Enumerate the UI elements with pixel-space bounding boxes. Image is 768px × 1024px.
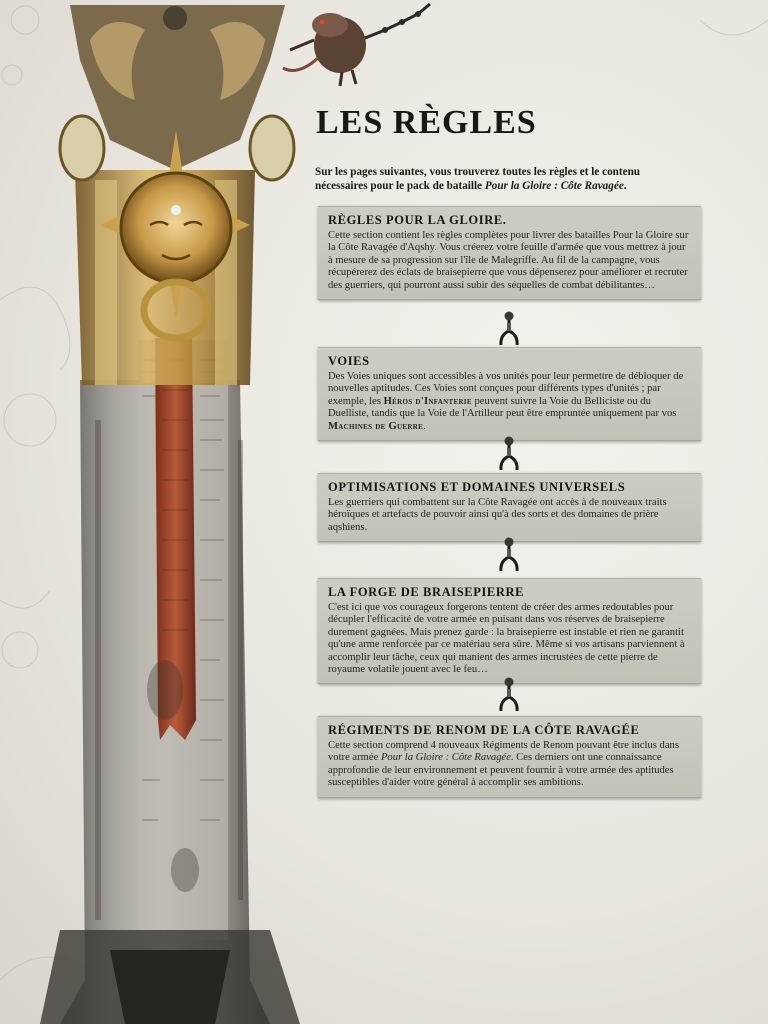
keyword: Machines de Guerre: [328, 420, 424, 432]
body-part: peuvent suivre la Voie du Belliciste ou du Duelliste, tandis que la Voie de l'Artilleur peut être empruntée uniquement par vos: [328, 395, 677, 420]
section-heading: RÈGLES POUR LA GLOIRE.: [328, 213, 507, 227]
section-body: [328, 371, 691, 433]
body-italic: Pour la Gloire : Côte Ravagée: [380, 752, 511, 764]
section-heading: RÉGIMENTS DE RENOM DE LA CÔTE RAVAGÉE: [328, 723, 640, 737]
keyword: Héros d'Infanterie: [383, 395, 472, 407]
ornate-pillar-illustration: [0, 0, 310, 1024]
intro-text: Sur les pages suivantes, vous trouverez toutes les règles et le contenu nécessaires pour le pack de bataille: [315, 166, 641, 192]
section-heading: LA FORGE DE BRAISEPIERRE: [328, 585, 525, 599]
chain-link-icon: [496, 311, 522, 347]
section-regiments-de-renom: [318, 716, 701, 798]
section-body: Les guerriers qui combattent sur la Côte Ravagée ont accès à de nouveaux traits héroïques et artefacts de pouvoir ainsi qu'à des sorts et des domaines de prière aqshiens.: [328, 497, 667, 533]
section-heading: OPTIMISATIONS ET DOMAINES UNIVERSELS: [328, 480, 626, 494]
intro-italic: Pour la Gloire : Côte Ravagée: [484, 180, 624, 192]
section-optimisations: [318, 473, 701, 542]
intro-paragraph: [315, 165, 695, 193]
body-part: . Ces derniers ont une connaissance approfondie de leur environnement et peuvent fournir à votre armée des aptitudes susceptibles d'aider votre général à accomplir ses ambitions.: [328, 752, 674, 789]
chain-link-icon: [496, 537, 522, 573]
body-part: .: [423, 420, 426, 432]
section-forge-de-braisepierre: [318, 578, 701, 684]
body-part: Des Voies uniques sont accessibles à vos unités pour leur permettre de débloquer de nouvelles aptitudes. Ces Voies sont conçues pour différents types d'unités ; par exemple, les: [328, 371, 684, 407]
section-voies: [318, 347, 701, 441]
chain-link-icon: [496, 436, 522, 472]
intro-end: .: [623, 180, 627, 192]
section-body: [328, 740, 691, 790]
page-title: LES RÈGLES: [316, 104, 537, 141]
section-body: Cette section contient les règles complètes pour livrer des batailles Pour la Gloire sur la Côte Ravagée d'Aqshy. Vous créerez votre feuille d'armée que vous mettrez à jour à mesure de sa progression sur l'île de Malegriffe. Au fil de la campagne, vous récupérerez des éclats de braisepierre que vous dépenserez pour améliorer et recruter des guerriers, qui pourront aussi subir des séquelles de combat débilitantes…: [328, 230, 689, 291]
body-part: Cette section comprend 4 nouveaux Régiments de Renom pouvant être inclus dans votre armée: [328, 740, 679, 764]
chain-link-icon: [496, 677, 522, 713]
section-body: C'est ici que vos courageux forgerons tentent de créer des armes redoutables pour décupler l'efficacité de votre armée en puisant dans vos réserves de braisepierre durement gagnées. Mais prenez garde : la braisepierre est instable et rien ne garantit qu'une arme renforcée par ce matériau sera sûre. Même si vos artisans parviennent à accomplir leur tâche, ceux qui manient des armes incrustées de cette pierre de royaume volatile jouent avec le feu…: [328, 602, 685, 676]
section-regles-pour-la-gloire: [318, 206, 701, 300]
rat-creature-illustration: [270, 0, 440, 90]
section-heading: VOIES: [328, 354, 370, 368]
